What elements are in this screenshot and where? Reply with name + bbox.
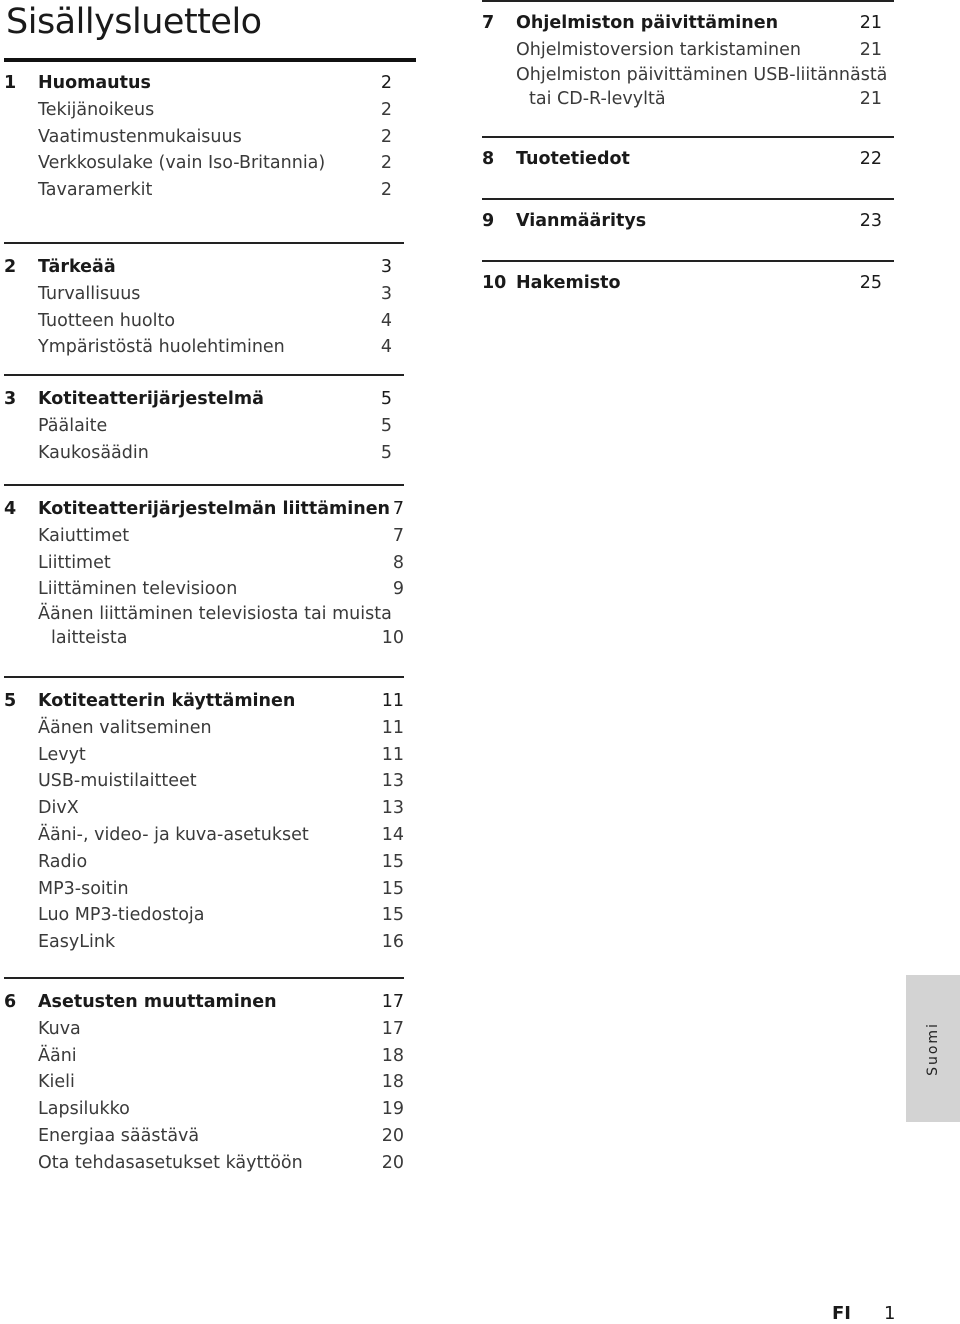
toc-heading-row[interactable] <box>4 496 404 523</box>
toc-entry-row[interactable] <box>4 523 404 550</box>
toc-entry-row-continued[interactable] <box>482 86 894 113</box>
entry-title: Äänen valitseminen <box>38 717 212 738</box>
toc-section-1 <box>4 60 404 242</box>
section-number: 7 <box>482 13 495 33</box>
page-number: 2 <box>380 126 392 147</box>
toc-heading-row[interactable] <box>4 70 404 97</box>
toc-section-6 <box>4 977 404 1189</box>
section-title: Kotiteatterijärjestelmän liittäminen <box>38 499 391 519</box>
section-number: 8 <box>482 149 495 169</box>
toc-section-4 <box>4 484 404 676</box>
toc-entry-row[interactable] <box>4 124 404 151</box>
toc-heading-row[interactable] <box>482 270 894 297</box>
section-title: Ohjelmiston päivittäminen <box>516 13 779 33</box>
toc-entry-row[interactable] <box>4 97 404 124</box>
page-number: 25 <box>859 273 882 293</box>
toc-right-column <box>482 0 894 310</box>
page-number: 11 <box>381 717 404 738</box>
entry-title: Energiaa säästävä <box>38 1125 200 1146</box>
toc-entry-row[interactable] <box>4 1096 404 1123</box>
page-number: 17 <box>381 992 404 1012</box>
toc-entry-row[interactable] <box>4 742 404 769</box>
section-number: 1 <box>4 73 17 93</box>
entry-title: tai CD-R-levyltä <box>529 88 666 109</box>
entry-title: Kaukosäädin <box>38 442 149 463</box>
toc-entry-row[interactable] <box>4 1150 404 1177</box>
entry-title: Lapsilukko <box>38 1099 130 1120</box>
toc-entry-row[interactable] <box>4 715 404 742</box>
section-title: Asetusten muuttaminen <box>38 992 277 1012</box>
toc-entry-row[interactable] <box>4 334 404 361</box>
entry-title: DivX <box>38 798 79 819</box>
entry-title: MP3-soitin <box>38 878 129 899</box>
page-number: 16 <box>381 932 404 953</box>
page-number: 15 <box>381 851 404 872</box>
entry-title: Levyt <box>38 744 86 765</box>
entry-title: Ääni-, video- ja kuva-asetukset <box>38 824 309 845</box>
toc-entry-row[interactable] <box>4 1043 404 1070</box>
page-number: 15 <box>381 878 404 899</box>
toc-entry-row[interactable] <box>4 281 404 308</box>
page-title: Sisällysluettelo <box>6 2 262 42</box>
toc-entry-row[interactable] <box>4 1016 404 1043</box>
toc-heading-row[interactable] <box>482 10 894 37</box>
section-title: Kotiteatterin käyttäminen <box>38 691 296 711</box>
entry-title: USB-muistilaitteet <box>38 771 197 792</box>
toc-heading-row[interactable] <box>482 146 894 173</box>
page-number: 17 <box>381 1018 404 1039</box>
toc-entry-row[interactable] <box>4 929 404 956</box>
language-tab-label: Suomi <box>925 1021 941 1076</box>
page-number: 11 <box>381 691 404 711</box>
toc-entry-row[interactable] <box>4 849 404 876</box>
entry-title: Ohjelmistoversion tarkistaminen <box>516 39 801 60</box>
page-number: 2 <box>380 73 392 93</box>
page-number: 7 <box>392 525 404 546</box>
toc-entry-row[interactable] <box>4 413 404 440</box>
entry-title: laitteista <box>51 628 128 649</box>
page-number: 14 <box>381 824 404 845</box>
page-number: 10 <box>381 628 404 649</box>
toc-entry-row[interactable] <box>4 795 404 822</box>
toc-entry-row[interactable] <box>4 150 404 177</box>
entry-title: Liittimet <box>38 552 111 573</box>
toc-heading-row[interactable] <box>4 989 404 1016</box>
page-number: 21 <box>859 88 882 109</box>
toc-section-9 <box>482 198 894 260</box>
toc-section-3 <box>4 374 404 484</box>
entry-title: Tavaramerkit <box>38 180 153 201</box>
entry-title: Kuva <box>38 1018 81 1039</box>
entry-title: EasyLink <box>38 932 116 953</box>
footer-language-code: FI <box>832 1303 851 1324</box>
toc-entry-row[interactable] <box>4 1069 404 1096</box>
entry-title: Turvallisuus <box>38 283 141 304</box>
page-number: 5 <box>380 415 392 436</box>
page-number: 18 <box>381 1045 404 1066</box>
entry-title: Kieli <box>38 1072 75 1093</box>
page-number: 7 <box>392 499 404 519</box>
toc-entry-row[interactable] <box>4 576 404 603</box>
entry-title: Tuotteen huolto <box>38 310 176 331</box>
page-number: 21 <box>859 39 882 60</box>
page-number: 22 <box>859 149 882 169</box>
entry-title: Ota tehdasasetukset käyttöön <box>38 1152 303 1173</box>
section-number: 9 <box>482 211 495 231</box>
page-number: 2 <box>380 153 392 174</box>
page-number: 8 <box>392 552 404 573</box>
toc-section-7 <box>482 0 894 136</box>
toc-section-2 <box>4 242 404 374</box>
toc-entry-row[interactable] <box>4 308 404 335</box>
page-number: 5 <box>380 389 392 409</box>
page-number: 9 <box>392 579 404 600</box>
section-title: Tuotetiedot <box>516 149 630 169</box>
page-number: 3 <box>380 257 392 277</box>
toc-heading-row[interactable] <box>4 254 404 281</box>
toc-entry-row[interactable] <box>4 1123 404 1150</box>
page-number: 2 <box>380 180 392 201</box>
entry-title: Verkkosulake (vain Iso-Britannia) <box>38 153 326 174</box>
page-number: 18 <box>381 1072 404 1093</box>
page-number: 3 <box>380 283 392 304</box>
toc-entry-row[interactable] <box>4 550 404 577</box>
entry-title: Vaatimustenmukaisuus <box>38 126 242 147</box>
toc-entry-row[interactable] <box>4 603 404 625</box>
section-title: Hakemisto <box>516 273 621 293</box>
section-number: 6 <box>4 992 17 1012</box>
page-number: 19 <box>381 1099 404 1120</box>
entry-title: Ympäristöstä huolehtiminen <box>38 337 285 358</box>
entry-title: Päälaite <box>38 415 108 436</box>
entry-title: Liittäminen televisioon <box>38 579 238 600</box>
toc-heading-row[interactable] <box>4 386 404 413</box>
entry-title: Ohjelmiston päivittäminen USB-liitännästä <box>516 64 888 85</box>
section-number: 5 <box>4 691 17 711</box>
section-number: 4 <box>4 499 17 519</box>
toc-entry-row[interactable] <box>4 768 404 795</box>
toc-entry-row[interactable] <box>4 876 404 903</box>
toc-heading-row[interactable] <box>4 688 404 715</box>
section-title: Tärkeää <box>38 257 116 277</box>
page-number: 20 <box>381 1152 404 1173</box>
toc-entry-row[interactable] <box>4 440 404 467</box>
page-number: 21 <box>859 13 882 33</box>
entry-title: Äänen liittäminen televisiosta tai muista <box>38 604 392 625</box>
toc-entry-row[interactable] <box>4 822 404 849</box>
toc-section-10 <box>482 260 894 310</box>
entry-title: Radio <box>38 851 88 872</box>
section-number: 3 <box>4 389 17 409</box>
section-title: Huomautus <box>38 73 151 93</box>
page-number: 13 <box>381 798 404 819</box>
toc-section-8 <box>482 136 894 198</box>
toc-entry-row[interactable] <box>4 902 404 929</box>
page-number: 20 <box>381 1125 404 1146</box>
section-title: Kotiteatterijärjestelmä <box>38 389 264 409</box>
page-number: 23 <box>859 211 882 231</box>
toc-entry-row-continued[interactable] <box>4 625 404 652</box>
entry-title: Kaiuttimet <box>38 525 130 546</box>
footer-page-number: 1 <box>884 1303 896 1324</box>
language-side-tab <box>906 975 960 1122</box>
toc-section-5 <box>4 676 404 977</box>
toc-left-column <box>4 60 404 1189</box>
page-number: 13 <box>381 771 404 792</box>
entry-title: Tekijänoikeus <box>38 99 155 120</box>
page-number: 5 <box>380 442 392 463</box>
toc-entry-row[interactable] <box>482 37 894 64</box>
page-number: 4 <box>380 310 392 331</box>
page-number: 15 <box>381 905 404 926</box>
section-title: Vianmääritys <box>516 211 647 231</box>
page-number: 11 <box>381 744 404 765</box>
page-number: 2 <box>380 99 392 120</box>
entry-title: Ääni <box>38 1045 77 1066</box>
section-number: 2 <box>4 257 17 277</box>
toc-entry-row[interactable] <box>4 177 404 204</box>
toc-entry-row[interactable] <box>482 64 894 86</box>
section-number: 10 <box>482 273 507 293</box>
toc-heading-row[interactable] <box>482 208 894 235</box>
entry-title: Luo MP3-tiedostoja <box>38 905 205 926</box>
page-number: 4 <box>380 337 392 358</box>
